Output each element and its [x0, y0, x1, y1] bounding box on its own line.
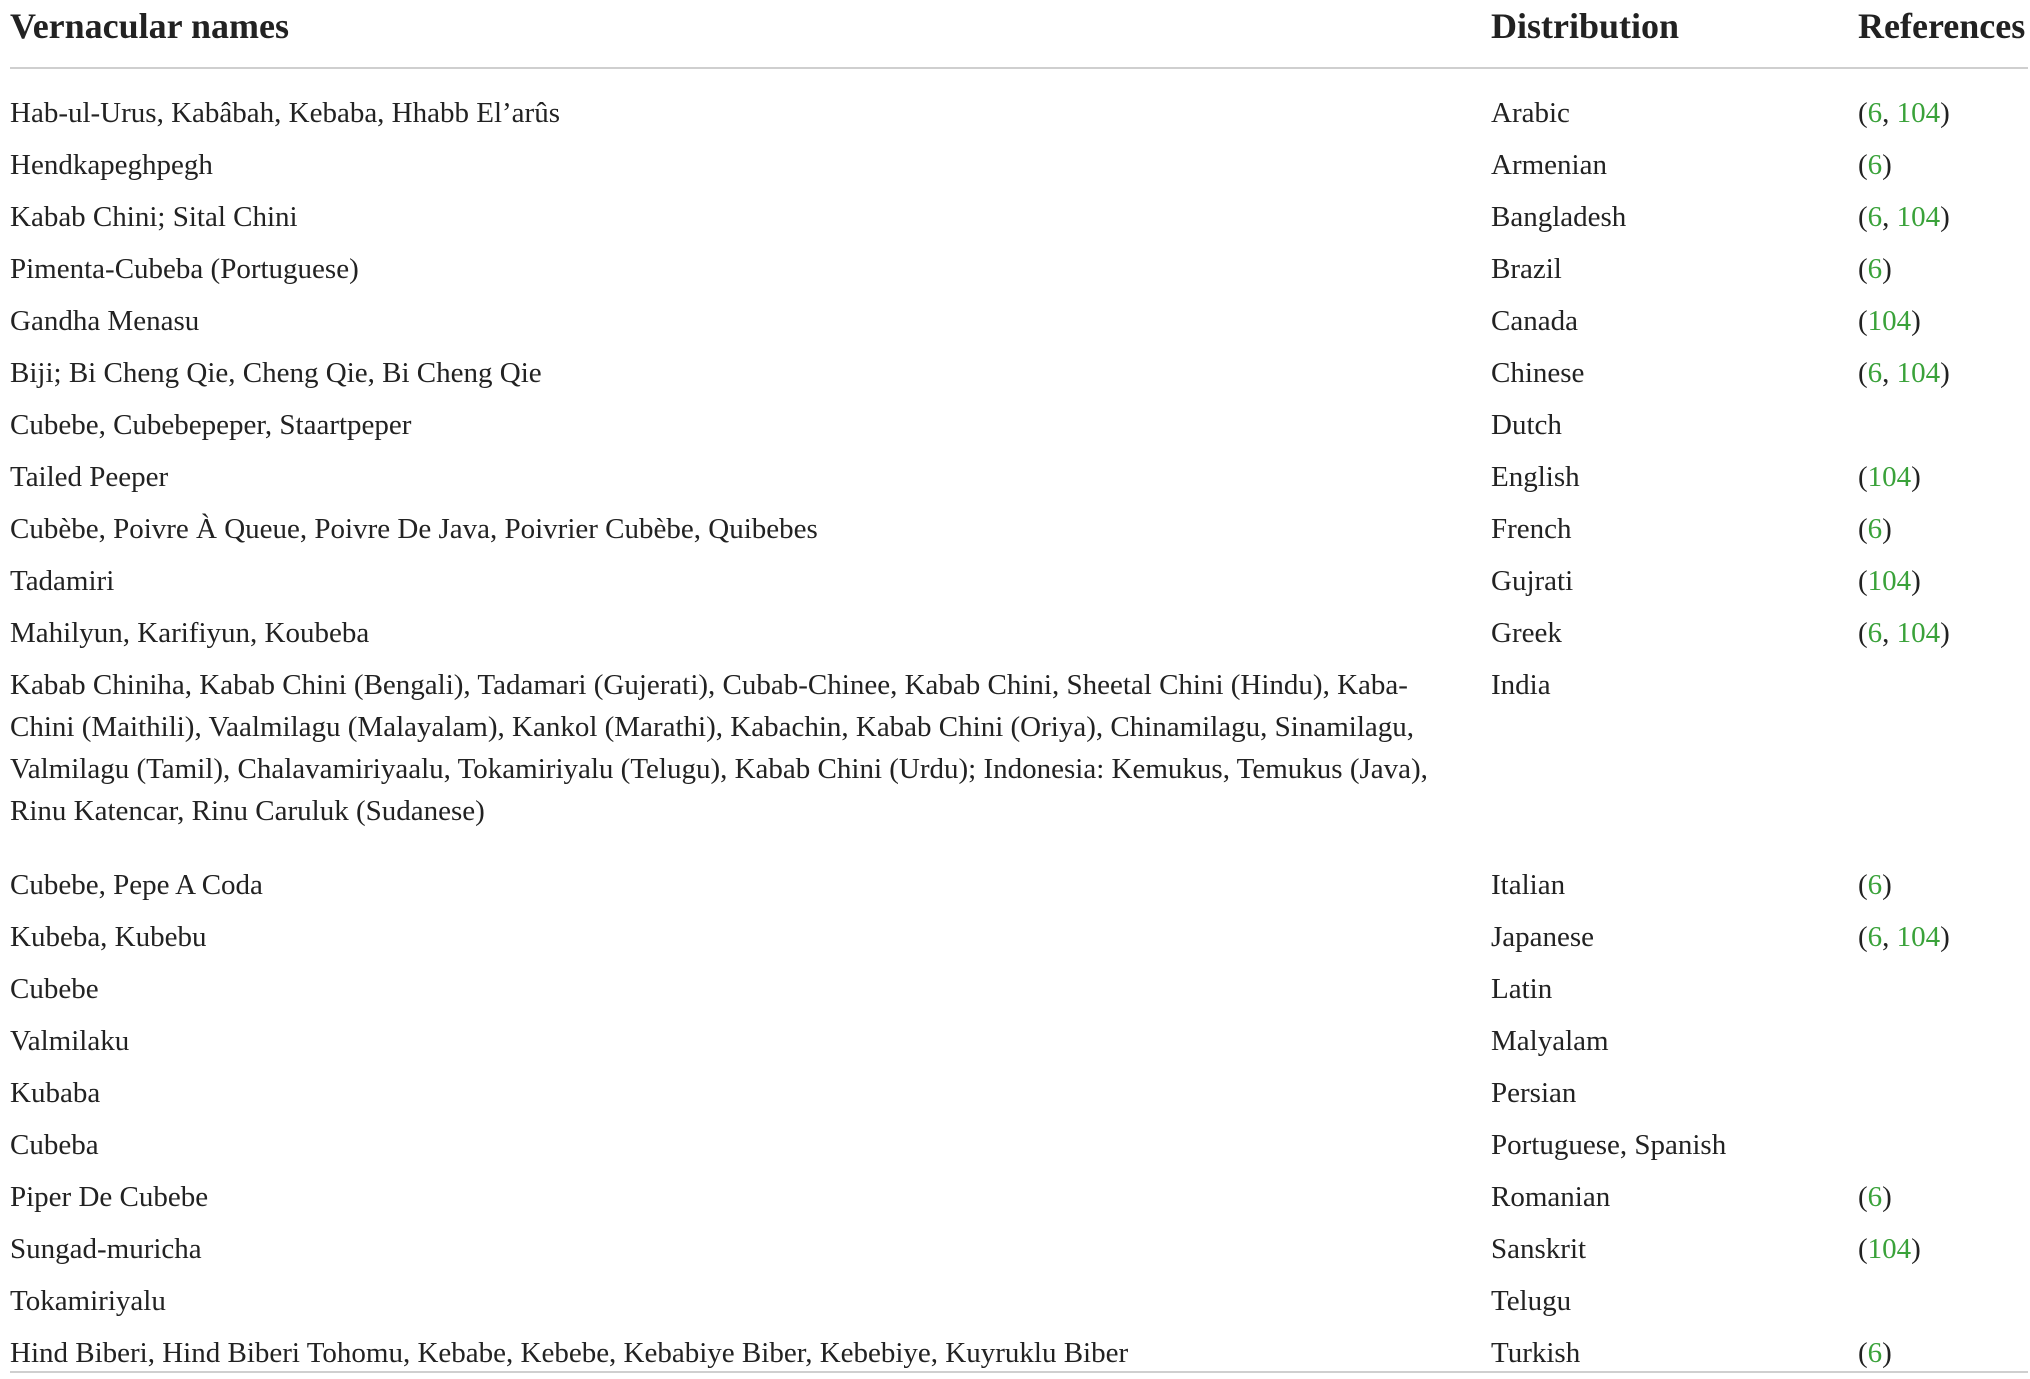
vernacular-names-cell: Kubaba [10, 1077, 101, 1109]
reference-link[interactable]: 104 [1867, 305, 1912, 337]
distribution-cell: Bangladesh [1491, 201, 1627, 233]
references-cell: (104) [1858, 1233, 1921, 1265]
reference-link[interactable]: 6 [1867, 869, 1883, 901]
reference-link[interactable]: 6 [1867, 617, 1883, 649]
reference-link[interactable]: 104 [1896, 201, 1941, 233]
vernacular-names-cell: Cubebe, Pepe A Coda [10, 869, 263, 901]
vernacular-names-cell: Sungad-muricha [10, 1233, 202, 1265]
reference-link[interactable]: 104 [1896, 617, 1941, 649]
distribution-cell: Telugu [1491, 1285, 1572, 1317]
vernacular-names-cell: Cubeba [10, 1129, 99, 1161]
vernacular-names-cell: Kabab Chiniha, Kabab Chini (Bengali), Tadamari (Gujerati), Cubab-Chinee, Kabab Chini, Sheetal Chini (Hindu), Kaba-Chini (Maithili), Vaalmilagu (Malayalam), Kankol (Marathi), Kabachin, Kabab Chini (Oriya), Chinamilagu, Sinamilagu, Valmilagu (Tamil), Chalavamiriyaalu, Tokamiriyalu (Telugu), Kabab Chini (Urdu); Indonesia: Kemukus, Temukus (Java), Rinu Katencar, Rinu Caruluk (Sudanese) [10, 669, 1428, 827]
references-cell: (6) [1858, 513, 1892, 545]
vernacular-names-cell: Valmilaku [10, 1025, 130, 1057]
distribution-cell: Persian [1491, 1077, 1577, 1109]
references-cell: (6, 104) [1858, 201, 1950, 233]
reference-link[interactable]: 104 [1896, 97, 1941, 129]
references-cell: (6) [1858, 149, 1892, 181]
distribution-cell: Gujrati [1491, 565, 1574, 597]
distribution-cell: Latin [1491, 973, 1553, 1005]
references-cell: (6, 104) [1858, 357, 1950, 389]
distribution-cell: Dutch [1491, 409, 1562, 441]
table-header [0, 0, 2030, 68]
distribution-cell: Italian [1491, 869, 1566, 901]
vernacular-names-cell: Pimenta-Cubeba (Portuguese) [10, 253, 359, 285]
reference-link[interactable]: 6 [1867, 253, 1883, 285]
references-cell: (104) [1858, 305, 1921, 337]
vernacular-names-cell: Tokamiriyalu [10, 1285, 166, 1317]
distribution-cell: India [1491, 669, 1551, 701]
header-references: References [1858, 6, 2026, 46]
distribution-cell: Brazil [1491, 253, 1562, 285]
vernacular-names-cell: Cubebe, Cubebepeper, Staartpeper [10, 409, 412, 441]
references-cell: (6) [1858, 1337, 1892, 1369]
reference-link[interactable]: 6 [1867, 921, 1883, 953]
vernacular-names-cell: Biji; Bi Cheng Qie, Cheng Qie, Bi Cheng Qie [10, 357, 542, 389]
vernacular-names-cell: Kubeba, Kubebu [10, 921, 207, 953]
distribution-cell: Canada [1491, 305, 1578, 337]
distribution-cell: Sanskrit [1491, 1233, 1587, 1265]
distribution-cell: Greek [1491, 617, 1562, 649]
reference-link[interactable]: 6 [1867, 513, 1883, 545]
reference-link[interactable]: 104 [1896, 357, 1941, 389]
references-cell: (6) [1858, 869, 1892, 901]
reference-link[interactable]: 104 [1896, 921, 1941, 953]
references-cell: (104) [1858, 461, 1921, 493]
references-cell: (104) [1858, 565, 1921, 597]
distribution-cell: Chinese [1491, 357, 1585, 389]
vernacular-names-cell: Hendkapeghpegh [10, 149, 213, 181]
distribution-cell: Turkish [1491, 1337, 1581, 1369]
header-divider [10, 67, 2028, 69]
vernacular-names-cell: Hab-ul-Urus, Kabâbah, Kebaba, Hhabb El’arûs [10, 97, 560, 129]
references-cell: (6, 104) [1858, 617, 1950, 649]
distribution-cell: Malyalam [1491, 1025, 1609, 1057]
distribution-cell: Japanese [1491, 921, 1595, 953]
vernacular-names-cell: Gandha Menasu [10, 305, 200, 337]
vernacular-names-cell: Tadamiri [10, 565, 115, 597]
references-cell: (6) [1858, 1181, 1892, 1213]
vernacular-names-cell: Tailed Peeper [10, 461, 169, 493]
references-cell: (6, 104) [1858, 97, 1950, 129]
distribution-cell: Romanian [1491, 1181, 1611, 1213]
reference-link[interactable]: 6 [1867, 201, 1883, 233]
reference-link[interactable]: 6 [1867, 97, 1883, 129]
vernacular-names-cell: Cubebe [10, 973, 99, 1005]
reference-link[interactable]: 6 [1867, 1337, 1883, 1369]
distribution-cell: Portuguese, Spanish [1491, 1129, 1727, 1161]
references-cell: (6) [1858, 253, 1892, 285]
reference-link[interactable]: 104 [1867, 461, 1912, 493]
vernacular-names-cell: Cubèbe, Poivre À Queue, Poivre De Java, Poivrier Cubèbe, Quibebes [10, 513, 818, 545]
vernacular-names-cell: Mahilyun, Karifiyun, Koubeba [10, 617, 370, 649]
reference-link[interactable]: 6 [1867, 357, 1883, 389]
vernacular-names-cell: Kabab Chini; Sital Chini [10, 201, 298, 233]
reference-link[interactable]: 104 [1867, 1233, 1912, 1265]
distribution-cell: Armenian [1491, 149, 1607, 181]
reference-link[interactable]: 104 [1867, 565, 1912, 597]
reference-link[interactable]: 6 [1867, 1181, 1883, 1213]
header-distribution: Distribution [1491, 6, 1680, 46]
reference-link[interactable]: 6 [1867, 149, 1883, 181]
references-cell: (6, 104) [1858, 921, 1950, 953]
distribution-cell: English [1491, 461, 1580, 493]
distribution-cell: Arabic [1491, 97, 1570, 129]
distribution-cell: French [1491, 513, 1572, 545]
vernacular-names-cell: Piper De Cubebe [10, 1181, 209, 1213]
header-vernacular-names: Vernacular names [10, 6, 289, 46]
table-bottom-rule [10, 1371, 2028, 1373]
vernacular-names-cell: Hind Biberi, Hind Biberi Tohomu, Kebabe, Kebebe, Kebabiye Biber, Kebebiye, Kuyruklu Biber [10, 1337, 1129, 1369]
